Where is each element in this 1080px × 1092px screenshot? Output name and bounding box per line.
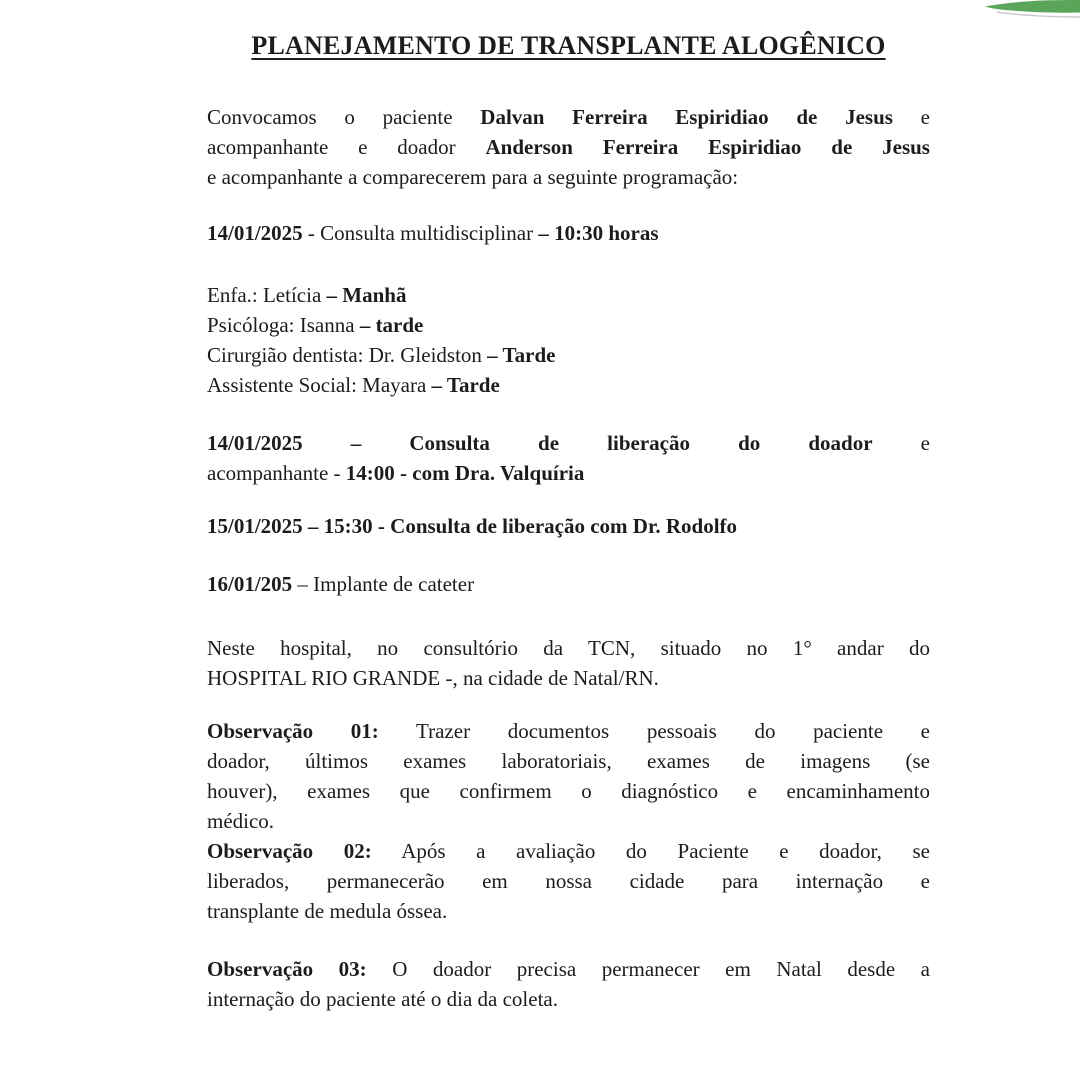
text-run: – Implante de cateter: [292, 572, 475, 596]
text-run: - Consulta multidisciplinar: [302, 221, 539, 245]
text-line: [207, 716, 930, 746]
text-run: O doador precisa permanecer em Natal desde a: [366, 957, 930, 981]
text-run: acompanhante e doador: [207, 135, 486, 159]
bold-text-run: 16/01/205: [207, 572, 293, 596]
text-line: [207, 162, 930, 192]
text-run: Enfa.: Letícia: [207, 283, 327, 307]
text-run: houver), exames que confirmem o diagnóstico e encaminhamento: [207, 779, 930, 803]
paragraph-consulta-rodolfo: [207, 511, 930, 541]
bold-text-run: – Tarde: [431, 373, 500, 397]
text-line: [207, 954, 930, 984]
paragraph-intro: [207, 102, 930, 192]
swoosh-shape: [985, 0, 1080, 13]
text-run: e acompanhante a comparecerem para a seguinte programação:: [207, 165, 739, 189]
text-run: Psicóloga: Isanna: [207, 313, 360, 337]
text-run: Neste hospital, no consultório da TCN, situado no 1° andar do: [207, 636, 930, 660]
text-line: [207, 132, 930, 162]
text-run: transplante de medula óssea.: [207, 899, 448, 923]
bold-text-run: 15/01/2025 – 15:30 - Consulta de liberação com Dr. Rodolfo: [207, 514, 738, 538]
bold-text-run: – 10:30 horas: [538, 221, 659, 245]
text-run: Assistente Social: Mayara: [207, 373, 432, 397]
text-line: [207, 218, 930, 248]
text-line: [207, 458, 930, 488]
text-line: [207, 836, 930, 866]
text-line: [207, 896, 930, 926]
text-line: [207, 340, 930, 370]
text-line: [207, 984, 930, 1014]
text-line: [207, 428, 930, 458]
bold-text-run: 14/01/2025: [207, 221, 303, 245]
bold-text-run: 14:00 - com Dra. Valquíria: [345, 461, 585, 485]
bold-text-run: Observação 03:: [207, 957, 367, 981]
paragraph-consulta-liberacao-doador: [207, 428, 930, 488]
bold-text-run: Observação 01:: [207, 719, 379, 743]
text-line: [207, 102, 930, 132]
paragraph-obs-02: [207, 836, 930, 926]
bold-text-run: Observação 02:: [207, 839, 372, 863]
text-line: [207, 310, 930, 340]
green-swoosh-decoration: [985, 0, 1080, 20]
bold-text-run: Anderson Ferreira Espiridiao de Jesus: [485, 135, 930, 159]
document-title: PLANEJAMENTO DE TRANSPLANTE ALOGÊNICO: [251, 31, 886, 60]
text-run: liberados, permanecerão em nossa cidade para internação e: [207, 869, 930, 893]
text-run: e: [872, 431, 930, 455]
paragraph-equipe-enfermeira: [207, 280, 930, 310]
paragraph-implante-cateter: [207, 569, 930, 599]
text-run: HOSPITAL RIO GRANDE -, na cidade de Natal/RN.: [207, 666, 659, 690]
text-line: [207, 569, 930, 599]
paragraph-equipe-dentista: [207, 340, 930, 370]
bold-text-run: – Manhã: [326, 283, 407, 307]
text-line: [207, 280, 930, 310]
bold-text-run: – tarde: [359, 313, 424, 337]
bold-text-run: – Tarde: [487, 343, 556, 367]
text-line: [207, 776, 930, 806]
text-line: [207, 806, 930, 836]
paragraph-obs-01: [207, 716, 930, 836]
text-run: Após a avaliação do Paciente e doador, se: [371, 839, 930, 863]
paragraphs-container: [207, 102, 930, 1014]
paragraph-consulta-multidisciplinar: [207, 218, 930, 248]
document-body: [207, 30, 930, 1014]
paragraph-obs-03: [207, 954, 930, 1014]
text-run: médico.: [207, 809, 275, 833]
text-line: [207, 866, 930, 896]
paragraph-equipe-psicologa: [207, 310, 930, 340]
text-line: [207, 746, 930, 776]
text-line: [207, 633, 930, 663]
paragraph-equipe-assistente: [207, 370, 930, 400]
text-run: acompanhante -: [207, 461, 346, 485]
text-line: [207, 663, 930, 693]
text-run: Convocamos o paciente: [207, 105, 481, 129]
bold-text-run: Dalvan Ferreira Espiridiao de Jesus: [480, 105, 893, 129]
text-run: Cirurgião dentista: Dr. Gleidston: [207, 343, 488, 367]
text-run: doador, últimos exames laboratoriais, exames de imagens (se: [207, 749, 930, 773]
text-line: [207, 511, 930, 541]
text-run: e: [892, 105, 930, 129]
text-line: [207, 370, 930, 400]
paragraph-local: [207, 633, 930, 693]
text-run: internação do paciente até o dia da coleta.: [207, 987, 558, 1011]
bold-text-run: 14/01/2025 – Consulta de liberação do doador: [207, 431, 873, 455]
text-run: Trazer documentos pessoais do paciente e: [378, 719, 930, 743]
